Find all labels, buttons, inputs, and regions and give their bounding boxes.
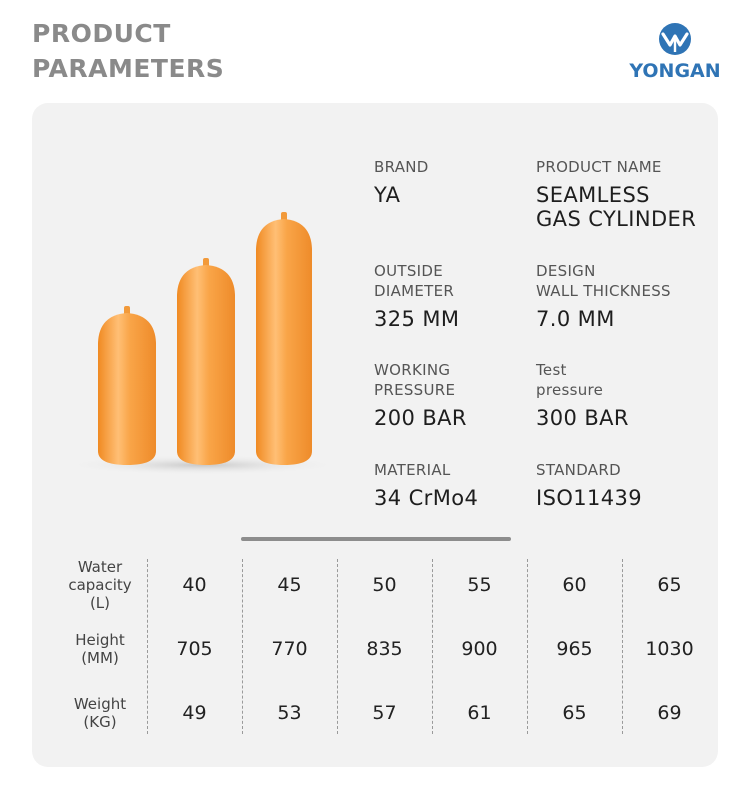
- spec-wall-thickness: [536, 261, 726, 331]
- yongan-logo-icon: [658, 22, 692, 56]
- table-row-height: [32, 621, 718, 677]
- parameters-card: [32, 103, 718, 767]
- gas-cylinders-image: [72, 203, 332, 483]
- spec-standard: [536, 460, 726, 510]
- spec-wall-thickness-value: 7.0 MM: [536, 307, 615, 331]
- table-cell: 50: [372, 574, 397, 596]
- section-divider: [241, 537, 511, 541]
- spec-product-name-value: SEAMLESS GAS CYLINDER: [536, 183, 697, 231]
- row-label: Weight (KG): [73, 695, 127, 731]
- table-cell: 57: [372, 702, 397, 724]
- spec-brand-value: YA: [374, 183, 401, 207]
- spec-standard-value: ISO11439: [536, 486, 643, 510]
- spec-wall-thickness-label: DESIGN WALL THICKNESS: [536, 262, 671, 300]
- table-cell: 40: [182, 574, 207, 596]
- capacity-table: [32, 551, 718, 736]
- table-cell: 65: [657, 574, 682, 596]
- spec-material-value: 34 CrMo4: [374, 486, 479, 510]
- page-title: [32, 16, 224, 86]
- spec-outside-diameter-value: 325 MM: [374, 307, 460, 331]
- table-cell: 965: [556, 638, 593, 660]
- table-cell: 1030: [645, 638, 694, 660]
- table-cell: 53: [277, 702, 302, 724]
- brand-logo: [620, 22, 730, 84]
- table-cell: 49: [182, 702, 207, 724]
- brand-logo-text: YONGAN: [629, 60, 721, 82]
- table-row-weight: [32, 685, 718, 741]
- spec-working-pressure-value: 200 BAR: [374, 406, 467, 430]
- spec-working-pressure-label: WORKING PRESSURE: [374, 361, 456, 399]
- table-cell: 770: [271, 638, 308, 660]
- page-title-line-1: PRODUCT: [32, 19, 171, 48]
- spec-test-pressure: [536, 360, 726, 430]
- table-cell: 61: [467, 702, 492, 724]
- row-label: Water capacity (L): [68, 558, 132, 612]
- table-cell: 60: [562, 574, 587, 596]
- spec-product-name: [536, 157, 726, 231]
- table-cell: 705: [176, 638, 213, 660]
- table-row-water-capacity: [32, 557, 718, 613]
- spec-material-label: MATERIAL: [374, 461, 451, 479]
- table-cell: 65: [562, 702, 587, 724]
- table-cell: 45: [277, 574, 302, 596]
- table-cell: 900: [461, 638, 498, 660]
- spec-brand-label: BRAND: [374, 158, 429, 176]
- spec-test-pressure-label: Test pressure: [536, 361, 604, 399]
- page-title-line-2: PARAMETERS: [32, 54, 225, 83]
- spec-test-pressure-value: 300 BAR: [536, 406, 629, 430]
- table-cell: 835: [366, 638, 403, 660]
- spec-standard-label: STANDARD: [536, 461, 621, 479]
- table-cell: 55: [467, 574, 492, 596]
- spec-product-name-label: PRODUCT NAME: [536, 158, 662, 176]
- row-label: Height (MM): [75, 631, 125, 667]
- spec-outside-diameter-label: OUTSIDE DIAMETER: [374, 262, 455, 300]
- table-cell: 69: [657, 702, 682, 724]
